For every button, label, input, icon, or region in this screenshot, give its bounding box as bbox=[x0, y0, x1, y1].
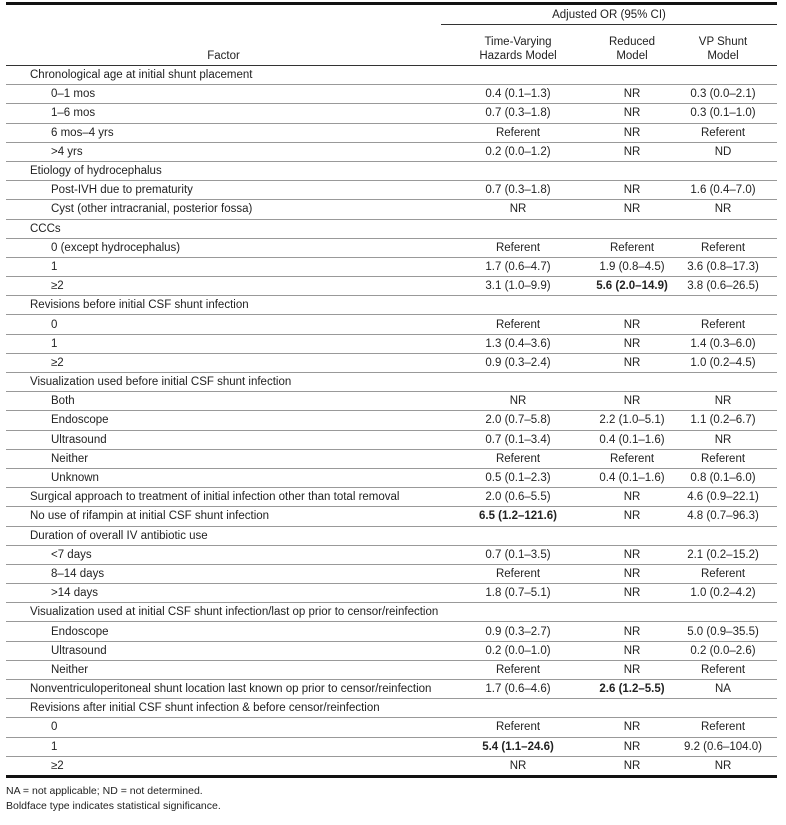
cell-vp-shunt: Referent bbox=[669, 449, 777, 468]
cell-reduced: NR bbox=[595, 488, 669, 507]
cell-time-varying bbox=[441, 219, 595, 238]
odds-ratio-table bbox=[6, 2, 777, 778]
cell-vp-shunt: NA bbox=[669, 680, 777, 699]
cell-time-varying bbox=[441, 296, 595, 315]
cell-factor: Duration of overall IV antibiotic use bbox=[6, 526, 441, 545]
cell-reduced: NR bbox=[595, 181, 669, 200]
cell-vp-shunt: 1.4 (0.3–6.0) bbox=[669, 334, 777, 353]
cell-vp-shunt: 0.8 (0.1–6.0) bbox=[669, 468, 777, 487]
cell-vp-shunt: Referent bbox=[669, 564, 777, 583]
cell-reduced: NR bbox=[595, 737, 669, 756]
cell-time-varying bbox=[441, 373, 595, 392]
cell-reduced bbox=[595, 161, 669, 180]
cell-vp-shunt: 1.0 (0.2–4.2) bbox=[669, 584, 777, 603]
cell-factor: 1 bbox=[6, 334, 441, 353]
table-row bbox=[6, 353, 777, 372]
cell-factor: 1 bbox=[6, 737, 441, 756]
cell-vp-shunt: NR bbox=[669, 392, 777, 411]
cell-reduced: NR bbox=[595, 353, 669, 372]
table-row bbox=[6, 449, 777, 468]
cell-reduced: 1.9 (0.8–4.5) bbox=[595, 257, 669, 276]
cell-reduced bbox=[595, 526, 669, 545]
cell-vp-shunt bbox=[669, 373, 777, 392]
cell-vp-shunt: 9.2 (0.6–104.0) bbox=[669, 737, 777, 756]
table-row bbox=[6, 584, 777, 603]
table-row bbox=[6, 737, 777, 756]
cell-factor: Visualization used before initial CSF shunt infection bbox=[6, 373, 441, 392]
cell-reduced: NR bbox=[595, 718, 669, 737]
cell-factor: >4 yrs bbox=[6, 142, 441, 161]
cell-time-varying: Referent bbox=[441, 315, 595, 334]
table-row bbox=[6, 85, 777, 104]
odds-ratio-table-container bbox=[6, 2, 777, 814]
cell-time-varying: 0.5 (0.1–2.3) bbox=[441, 468, 595, 487]
table-row-category bbox=[6, 526, 777, 545]
cell-time-varying: NR bbox=[441, 200, 595, 219]
cell-reduced bbox=[595, 699, 669, 718]
table-body bbox=[6, 66, 777, 777]
cell-vp-shunt: 3.8 (0.6–26.5) bbox=[669, 277, 777, 296]
table-row bbox=[6, 200, 777, 219]
cell-factor: Revisions after initial CSF shunt infection & before censor/reinfection bbox=[6, 699, 441, 718]
header-reduced-line2: Model bbox=[616, 50, 648, 62]
cell-factor: Endoscope bbox=[6, 622, 441, 641]
cell-factor: <7 days bbox=[6, 545, 441, 564]
cell-vp-shunt bbox=[669, 603, 777, 622]
cell-reduced: 2.6 (1.2–5.5) bbox=[595, 680, 669, 699]
table-row-category bbox=[6, 373, 777, 392]
cell-vp-shunt: 0.3 (0.0–2.1) bbox=[669, 85, 777, 104]
cell-vp-shunt: 5.0 (0.9–35.5) bbox=[669, 622, 777, 641]
cell-factor: 1–6 mos bbox=[6, 104, 441, 123]
table-row bbox=[6, 641, 777, 660]
cell-reduced bbox=[595, 373, 669, 392]
cell-reduced: NR bbox=[595, 622, 669, 641]
table-row bbox=[6, 104, 777, 123]
table-row bbox=[6, 181, 777, 200]
cell-time-varying: Referent bbox=[441, 564, 595, 583]
cell-reduced bbox=[595, 66, 669, 85]
cell-vp-shunt: 1.0 (0.2–4.5) bbox=[669, 353, 777, 372]
table-row-category bbox=[6, 66, 777, 85]
cell-time-varying: 2.0 (0.6–5.5) bbox=[441, 488, 595, 507]
cell-factor: ≥2 bbox=[6, 353, 441, 372]
cell-vp-shunt: Referent bbox=[669, 718, 777, 737]
cell-vp-shunt: NR bbox=[669, 200, 777, 219]
table-row-category bbox=[6, 219, 777, 238]
cell-vp-shunt bbox=[669, 526, 777, 545]
cell-time-varying: 0.7 (0.3–1.8) bbox=[441, 104, 595, 123]
cell-time-varying: 0.2 (0.0–1.2) bbox=[441, 142, 595, 161]
cell-factor: 1 bbox=[6, 257, 441, 276]
cell-reduced: NR bbox=[595, 564, 669, 583]
cell-reduced: 0.4 (0.1–1.6) bbox=[595, 468, 669, 487]
cell-reduced: Referent bbox=[595, 238, 669, 257]
cell-factor: >14 days bbox=[6, 584, 441, 603]
cell-reduced bbox=[595, 603, 669, 622]
table-row bbox=[6, 238, 777, 257]
cell-factor: Chronological age at initial shunt placement bbox=[6, 66, 441, 85]
table-row-category bbox=[6, 699, 777, 718]
table-row bbox=[6, 315, 777, 334]
cell-time-varying: 6.5 (1.2–121.6) bbox=[441, 507, 595, 526]
cell-vp-shunt: NR bbox=[669, 430, 777, 449]
cell-factor: Neither bbox=[6, 660, 441, 679]
cell-time-varying: 0.7 (0.3–1.8) bbox=[441, 181, 595, 200]
cell-time-varying: 5.4 (1.1–24.6) bbox=[441, 737, 595, 756]
table-row bbox=[6, 756, 777, 776]
header-reduced-line1: Reduced bbox=[608, 36, 656, 48]
cell-factor: Unknown bbox=[6, 468, 441, 487]
cell-reduced: NR bbox=[595, 641, 669, 660]
cell-time-varying bbox=[441, 603, 595, 622]
cell-factor: 6 mos–4 yrs bbox=[6, 123, 441, 142]
cell-vp-shunt: NR bbox=[669, 756, 777, 776]
table-row-category bbox=[6, 680, 777, 699]
table-row bbox=[6, 392, 777, 411]
cell-time-varying: NR bbox=[441, 392, 595, 411]
cell-vp-shunt: Referent bbox=[669, 238, 777, 257]
cell-time-varying: 0.9 (0.3–2.7) bbox=[441, 622, 595, 641]
cell-vp-shunt: 4.8 (0.7–96.3) bbox=[669, 507, 777, 526]
cell-reduced bbox=[595, 219, 669, 238]
cell-factor: Ultrasound bbox=[6, 430, 441, 449]
cell-reduced: NR bbox=[595, 756, 669, 776]
header-vp-shunt-line1: VP Shunt bbox=[698, 36, 748, 48]
footnote-abbreviations: NA = not applicable; ND = not determined. bbox=[6, 784, 203, 797]
cell-factor: Surgical approach to treatment of initial infection other than total removal bbox=[6, 488, 441, 507]
cell-vp-shunt: Referent bbox=[669, 660, 777, 679]
cell-vp-shunt bbox=[669, 699, 777, 718]
cell-vp-shunt: Referent bbox=[669, 123, 777, 142]
cell-time-varying: 0.7 (0.1–3.4) bbox=[441, 430, 595, 449]
header-time-varying-line1: Time-Varying bbox=[484, 36, 552, 48]
cell-time-varying: 3.1 (1.0–9.9) bbox=[441, 277, 595, 296]
footnotes bbox=[6, 784, 777, 814]
table-row bbox=[6, 545, 777, 564]
cell-vp-shunt: 0.2 (0.0–2.6) bbox=[669, 641, 777, 660]
cell-vp-shunt: Referent bbox=[669, 315, 777, 334]
cell-reduced: Referent bbox=[595, 449, 669, 468]
cell-reduced: NR bbox=[595, 660, 669, 679]
cell-reduced: NR bbox=[595, 334, 669, 353]
cell-time-varying: 1.7 (0.6–4.7) bbox=[441, 257, 595, 276]
header-adjusted-or: Adjusted OR (95% CI) bbox=[441, 4, 777, 25]
cell-time-varying: Referent bbox=[441, 123, 595, 142]
cell-factor: 0 bbox=[6, 718, 441, 737]
cell-time-varying bbox=[441, 526, 595, 545]
cell-time-varying: Referent bbox=[441, 718, 595, 737]
table-row-category bbox=[6, 161, 777, 180]
cell-reduced: NR bbox=[595, 392, 669, 411]
cell-time-varying bbox=[441, 161, 595, 180]
table-row bbox=[6, 277, 777, 296]
cell-factor: No use of rifampin at initial CSF shunt infection bbox=[6, 507, 441, 526]
cell-reduced: NR bbox=[595, 104, 669, 123]
cell-vp-shunt: 3.6 (0.8–17.3) bbox=[669, 257, 777, 276]
cell-vp-shunt: 4.6 (0.9–22.1) bbox=[669, 488, 777, 507]
cell-factor: Nonventriculoperitoneal shunt location last known op prior to censor/reinfection bbox=[6, 680, 441, 699]
cell-vp-shunt bbox=[669, 219, 777, 238]
table-row bbox=[6, 430, 777, 449]
cell-reduced: NR bbox=[595, 507, 669, 526]
cell-vp-shunt: 0.3 (0.1–1.0) bbox=[669, 104, 777, 123]
table-row-category bbox=[6, 507, 777, 526]
cell-time-varying: Referent bbox=[441, 449, 595, 468]
cell-factor: CCCs bbox=[6, 219, 441, 238]
header-vp-shunt-model bbox=[669, 25, 777, 66]
table-row bbox=[6, 468, 777, 487]
cell-factor: 0–1 mos bbox=[6, 85, 441, 104]
footnote-boldface: Boldface type indicates statistical significance. bbox=[6, 799, 221, 812]
header-reduced-model bbox=[595, 25, 669, 66]
table-row-category bbox=[6, 488, 777, 507]
header-time-varying-model bbox=[441, 25, 595, 66]
cell-factor: Visualization used at initial CSF shunt infection/last op prior to censor/reinfection bbox=[6, 603, 441, 622]
table-row bbox=[6, 564, 777, 583]
table-row bbox=[6, 411, 777, 430]
table-row bbox=[6, 334, 777, 353]
cell-factor: Neither bbox=[6, 449, 441, 468]
cell-time-varying bbox=[441, 699, 595, 718]
cell-vp-shunt bbox=[669, 296, 777, 315]
table-row bbox=[6, 718, 777, 737]
cell-time-varying: 0.4 (0.1–1.3) bbox=[441, 85, 595, 104]
cell-reduced: NR bbox=[595, 315, 669, 334]
cell-factor: Cyst (other intracranial, posterior fossa) bbox=[6, 200, 441, 219]
header-vp-shunt-line2: Model bbox=[707, 50, 739, 62]
cell-vp-shunt: 1.1 (0.2–6.7) bbox=[669, 411, 777, 430]
cell-factor: ≥2 bbox=[6, 756, 441, 776]
cell-time-varying: NR bbox=[441, 756, 595, 776]
cell-time-varying: 0.7 (0.1–3.5) bbox=[441, 545, 595, 564]
header-time-varying-line2: Hazards Model bbox=[479, 50, 557, 62]
cell-factor: Revisions before initial CSF shunt infection bbox=[6, 296, 441, 315]
cell-reduced: 0.4 (0.1–1.6) bbox=[595, 430, 669, 449]
cell-vp-shunt: 1.6 (0.4–7.0) bbox=[669, 181, 777, 200]
cell-time-varying: 0.2 (0.0–1.0) bbox=[441, 641, 595, 660]
cell-time-varying bbox=[441, 66, 595, 85]
table-row bbox=[6, 622, 777, 641]
table-row-category bbox=[6, 296, 777, 315]
table-row bbox=[6, 660, 777, 679]
cell-factor: Post-IVH due to prematurity bbox=[6, 181, 441, 200]
cell-time-varying: Referent bbox=[441, 238, 595, 257]
cell-vp-shunt: ND bbox=[669, 142, 777, 161]
table-row-category bbox=[6, 603, 777, 622]
cell-vp-shunt bbox=[669, 161, 777, 180]
cell-vp-shunt bbox=[669, 66, 777, 85]
cell-factor: 0 bbox=[6, 315, 441, 334]
cell-time-varying: 1.3 (0.4–3.6) bbox=[441, 334, 595, 353]
cell-reduced: NR bbox=[595, 545, 669, 564]
cell-reduced: 2.2 (1.0–5.1) bbox=[595, 411, 669, 430]
cell-factor: Both bbox=[6, 392, 441, 411]
cell-factor: Etiology of hydrocephalus bbox=[6, 161, 441, 180]
cell-factor: 0 (except hydrocephalus) bbox=[6, 238, 441, 257]
cell-reduced: NR bbox=[595, 584, 669, 603]
cell-time-varying: Referent bbox=[441, 660, 595, 679]
cell-vp-shunt: 2.1 (0.2–15.2) bbox=[669, 545, 777, 564]
cell-reduced: 5.6 (2.0–14.9) bbox=[595, 277, 669, 296]
table-row bbox=[6, 142, 777, 161]
cell-time-varying: 2.0 (0.7–5.8) bbox=[441, 411, 595, 430]
cell-time-varying: 1.8 (0.7–5.1) bbox=[441, 584, 595, 603]
cell-reduced: NR bbox=[595, 200, 669, 219]
cell-factor: 8–14 days bbox=[6, 564, 441, 583]
table-row bbox=[6, 257, 777, 276]
cell-time-varying: 0.9 (0.3–2.4) bbox=[441, 353, 595, 372]
cell-reduced: NR bbox=[595, 142, 669, 161]
cell-reduced: NR bbox=[595, 123, 669, 142]
cell-reduced bbox=[595, 296, 669, 315]
cell-factor: Ultrasound bbox=[6, 641, 441, 660]
cell-factor: Endoscope bbox=[6, 411, 441, 430]
header-factor: Factor bbox=[6, 4, 441, 66]
cell-factor: ≥2 bbox=[6, 277, 441, 296]
cell-time-varying: 1.7 (0.6–4.6) bbox=[441, 680, 595, 699]
table-row bbox=[6, 123, 777, 142]
cell-reduced: NR bbox=[595, 85, 669, 104]
